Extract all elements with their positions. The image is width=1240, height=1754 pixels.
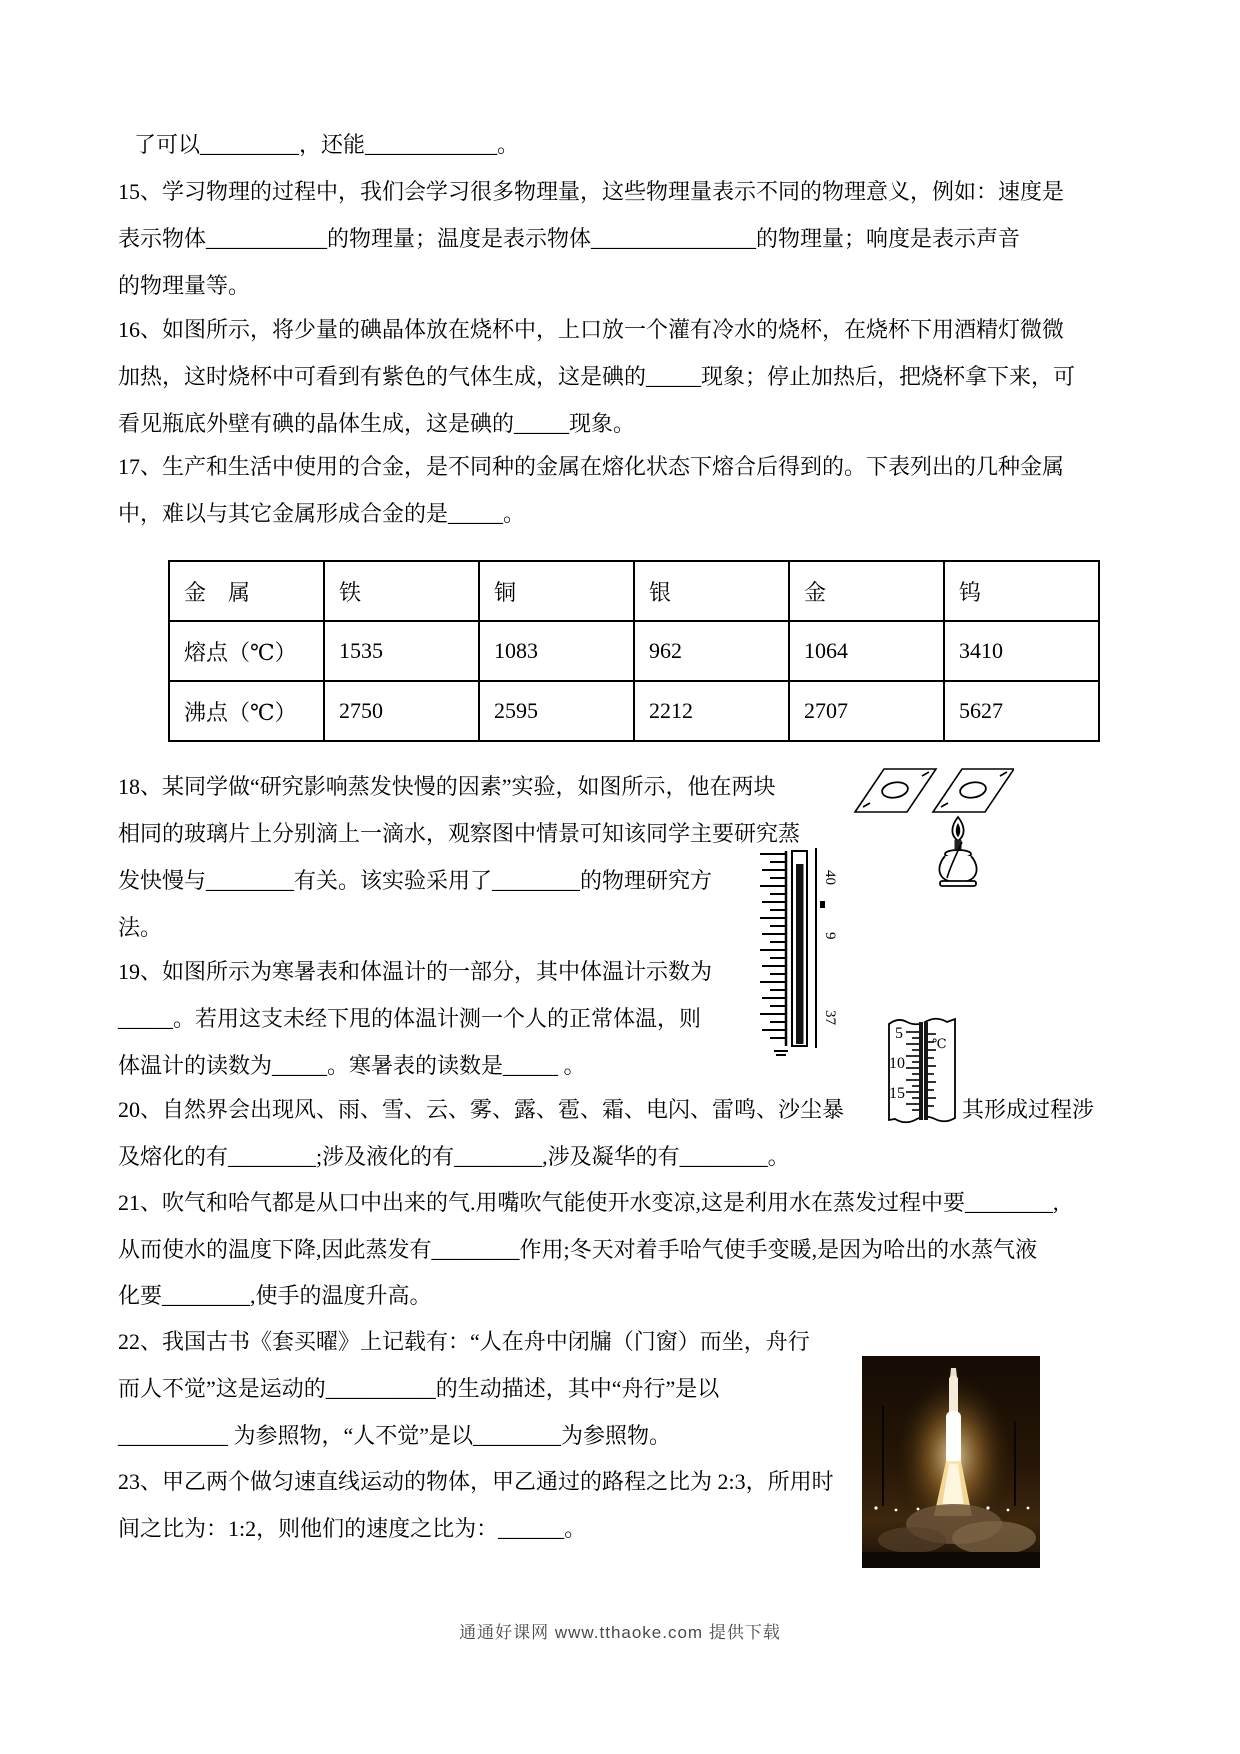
table-cell: 1064 [789, 621, 944, 681]
table-cell: 2212 [634, 681, 789, 741]
table-cell: 3410 [944, 621, 1099, 681]
q18-line-1: 18、某同学做“研究影响蒸发快慢的因素”实验，如图所示，他在两块 [118, 774, 776, 799]
table-cell: 1083 [479, 621, 634, 681]
thermometer-scale-label: 9 [822, 932, 838, 940]
table-cell: 2595 [479, 681, 634, 741]
table-cell: 钨 [944, 561, 1099, 621]
q20-line-1b: 其形成过程涉 [962, 1097, 1095, 1122]
q18-line-3: 发快慢与________有关。该实验采用了________的物理研究方 [118, 868, 713, 893]
footer-watermark: 通通好课网 www.tthaoke.com 提供下载 [459, 1623, 781, 1642]
q14-tail-line: 了可以_________，还能____________。 [134, 132, 520, 157]
table-row [169, 621, 1099, 681]
q21-line-1: 21、吹气和哈气都是从口中出来的气.用嘴吹气能使开水变凉,这是利用水在蒸发过程中要________, [118, 1190, 1059, 1215]
table-row [169, 561, 1099, 621]
q18-line-2: 相同的玻璃片上分别滴上一滴水，观察图中情景可知该同学主要研究蒸 [118, 821, 801, 846]
q16-line-2: 加热，这时烧杯中可看到有紫色的气体生成，这是碘的_____现象；停止加热后，把烧杯拿下来，可 [118, 364, 1076, 389]
weather-thermometer-icon [886, 1014, 958, 1128]
table-cell: 金 属 [169, 561, 324, 621]
alcohol-lamp-icon [939, 817, 976, 886]
table-cell: 962 [634, 621, 789, 681]
table-cell: 铜 [479, 561, 634, 621]
q20-line-2: 及熔化的有________;涉及液化的有________,涉及凝华的有________。 [118, 1144, 790, 1169]
thermometer-scale-label: 40 [822, 870, 838, 885]
thermometer-scale-label: 10 [889, 1055, 905, 1072]
table-cell: 铁 [324, 561, 479, 621]
q21-line-2: 从而使水的温度下降,因此蒸发有________作用;冬天对着手哈气使手变暖,是因为哈出的水蒸气液 [118, 1237, 1038, 1262]
table-cell: 1535 [324, 621, 479, 681]
glass-slides-and-lamp-icon [852, 760, 1014, 898]
table-cell: 熔点（℃） [169, 621, 324, 681]
thermometer-scale-label: 15 [889, 1085, 905, 1102]
table-cell: 5627 [944, 681, 1099, 741]
rocket-launch-photo [862, 1356, 1040, 1568]
q20-line-1a: 20、自然界会出现风、雨、雪、云、雾、露、雹、霜、电闪、雷鸣、沙尘暴 [118, 1097, 845, 1122]
evaporation-experiment-figure [852, 760, 1014, 898]
table-cell: 银 [634, 561, 789, 621]
q17-line-1: 17、生产和生活中使用的合金，是不同种的金属在熔化状态下熔合后得到的。下表列出的几种金属 [118, 454, 1065, 479]
q15-line-2: 表示物体___________的物理量；温度是表示物体_______________的物理量；响度是表示声音 [118, 226, 1021, 251]
thermometer-scale-label: 5 [895, 1025, 903, 1042]
q19-line-2: _____。若用这支未经下甩的体温计测一个人的正常体温，则 [118, 1006, 702, 1031]
clinical-thermometer-figure [752, 848, 840, 1058]
q19-line-3: 体温计的读数为_____。寒暑表的读数是_____ 。 [118, 1053, 586, 1078]
table-cell: 沸点（℃） [169, 681, 324, 741]
q22-line-3: __________ 为参照物，“人不觉”是以________为参照物。 [118, 1423, 672, 1448]
rocket-launch-image [862, 1356, 1040, 1568]
q15-line-3: 的物理量等。 [118, 273, 251, 298]
celsius-unit-label: ℃ [932, 1036, 947, 1051]
q22-line-2: 而人不觉”这是运动的__________的生动描述，其中“舟行”是以 [118, 1376, 720, 1401]
metal-properties-table [168, 560, 1100, 742]
q18-line-4: 法。 [118, 915, 163, 940]
q22-line-1: 22、我国古书《套买曜》上记载有：“人在舟中闭牖（门窗）而坐，舟行 [118, 1329, 810, 1354]
q23-line-2: 间之比为：1:2，则他们的速度之比为：______。 [118, 1516, 587, 1541]
weather-thermometer-figure [886, 1014, 958, 1128]
table-row [169, 681, 1099, 741]
thermometer-scale-label: 37 [822, 1010, 838, 1025]
clinical-thermometer-icon [752, 848, 840, 1058]
table-cell: 金 [789, 561, 944, 621]
q19-line-1: 19、如图所示为寒暑表和体温计的一部分，其中体温计示数为 [118, 959, 713, 984]
q15-line-1: 15、学习物理的过程中，我们会学习很多物理量，这些物理量表示不同的物理意义，例如：速度是 [118, 179, 1065, 204]
q16-line-1: 16、如图所示，将少量的碘晶体放在烧杯中，上口放一个灌有冷水的烧杯，在烧杯下用酒精灯微微 [118, 317, 1065, 342]
table-cell: 2707 [789, 681, 944, 741]
q17-line-2: 中，难以与其它金属形成合金的是_____。 [118, 501, 526, 526]
q23-line-1: 23、甲乙两个做匀速直线运动的物体，甲乙通过的路程之比为 2:3，所用时 [118, 1469, 834, 1494]
q21-line-3: 化要________,使手的温度升高。 [118, 1283, 432, 1308]
q16-line-3: 看见瓶底外壁有碘的晶体生成，这是碘的_____现象。 [118, 411, 636, 436]
table-cell: 2750 [324, 681, 479, 741]
